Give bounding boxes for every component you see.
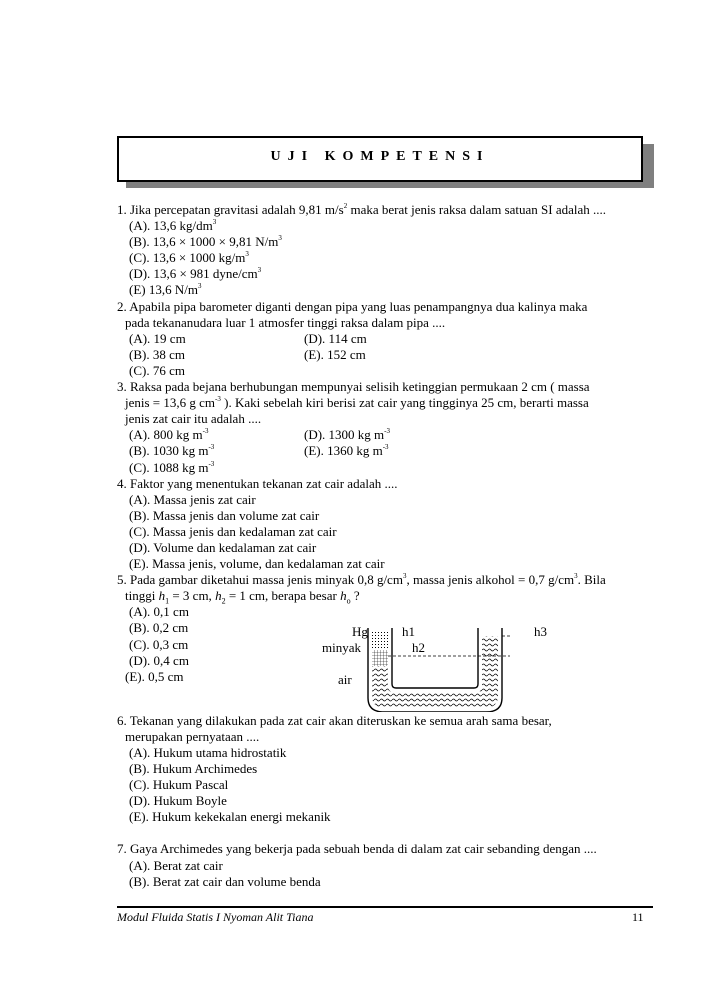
- label-air: air: [338, 672, 352, 687]
- u-tube-figure: [362, 622, 522, 712]
- q3-option-row1: [117, 427, 657, 443]
- q2-option-a: (A). 19 cm: [129, 330, 186, 346]
- q5-stem-line1: 5. Pada gambar diketahui massa jenis minyak 0,8 $g/cm^3$, massa jenis alkohol = 0,7 $g/cm^3$. Bila: [117, 572, 606, 588]
- q1-stem: 1. Jika percepatan gravitasi adalah 9,81 $m/s^2$ maka berat jenis raksa dalam satuan SI adalah ....: [117, 202, 607, 217]
- q3-option-a: (A). 800 kg $m^{-3}$: [129, 427, 209, 443]
- q3-stem-line2: jenis = 13,6 g $cm^{-3}$ ). Kaki sebelah kiri berisi zat cair yang tingginya 25 cm, berarti massa: [125, 395, 589, 411]
- mercury-column: [372, 630, 388, 650]
- q7-stem: 7. Gaya Archimedes yang bekerja pada sebuah benda di dalam zat cair sebanding dengan ....: [117, 841, 597, 857]
- q2-option-c: (C). 76 cm: [129, 362, 185, 378]
- q4-option-b: (B). Massa jenis dan volume zat cair: [129, 507, 320, 523]
- q6-option-e: (E). Hukum kekekalan energi mekanik: [129, 809, 331, 825]
- q5-option-c: (C). 0,3 cm: [129, 636, 189, 652]
- label-hg: Hg: [352, 624, 368, 639]
- q2-option-d: (D). 114 cm: [304, 330, 367, 346]
- q3-stem-line3: jenis zat cair itu adalah ....: [125, 411, 262, 427]
- q6-option-d: (D). Hukum Boyle: [129, 793, 227, 809]
- q2-option-row1: [117, 331, 657, 347]
- page-title: UJI KOMPETENSI: [270, 149, 490, 164]
- q2-option-e: (E). 152 cm: [304, 346, 366, 362]
- title-box: [117, 136, 643, 182]
- q3-option-d: (D). 1300 kg $m^{-3}$: [304, 427, 391, 443]
- q3-option-e: (E). 1360 kg $m^{-3}$: [304, 443, 389, 459]
- q5-stem-line2: tinggi $h_1 = 3$ cm, $h_2 = 1$ cm, berapa besar $h_o$ ?: [125, 588, 360, 606]
- q2-stem-line2: pada tekananudara luar 1 atmosfer tinggi raksa dalam pipa ....: [125, 314, 446, 330]
- q4-option-d: (D). Volume dan kedalaman zat cair: [129, 539, 317, 555]
- q5-option-d: (D). 0,4 cm: [129, 652, 189, 668]
- q3-option-b: (B). 1030 kg $m^{-3}$: [129, 443, 215, 459]
- q6-option-c: (C). Hukum Pascal: [129, 777, 229, 793]
- q4-option-c: (C). Massa jenis dan kedalaman zat cair: [129, 523, 337, 539]
- oil-column: [372, 650, 388, 666]
- q1-option-c: (C). 13,6 × 1000 $kg/m^3$: [129, 250, 249, 266]
- q4-stem: 4. Faktor yang menentukan tekanan zat cair adalah ....: [117, 475, 398, 491]
- q7-option-b: (B). Berat zat cair dan volume benda: [129, 873, 321, 889]
- u-tube-diagram: [362, 622, 522, 712]
- label-h1: h1: [402, 624, 415, 639]
- q5-option-b: (B). 0,2 cm: [129, 620, 189, 636]
- q6-option-a: (A). Hukum utama hidrostatik: [129, 745, 287, 760]
- page-number: 11: [632, 910, 644, 924]
- q2-option-b: (B). 38 cm: [129, 346, 185, 362]
- q3-option-row2: [117, 443, 657, 459]
- q6-stem-line1: 6. Tekanan yang dilakukan pada zat cair akan diteruskan ke semua arah sama besar,: [117, 712, 552, 728]
- q1-option-b: (B). 13,6 × 1000 × 9,81 $N/m^3$: [129, 234, 282, 250]
- label-h3: h3: [534, 624, 547, 639]
- q7-option-a: (A). Berat zat cair: [129, 857, 223, 873]
- q3-stem-line1: 3. Raksa pada bejana berhubungan mempunyai selisih ketinggian permukaan 2 cm ( massa: [117, 379, 590, 395]
- q1-option-e: (E) 13,6 $N/m^3$: [129, 282, 202, 298]
- label-minyak: minyak: [322, 640, 361, 655]
- q1-option-d: (D). 13,6 × 981 dyne/$cm^3$: [129, 266, 262, 282]
- q5-option-a: (A). 0,1 cm: [129, 604, 189, 620]
- q6-option-b: (B). Hukum Archimedes: [129, 761, 258, 777]
- q1-option-a: (A). 13,6 $kg/dm^3$: [129, 218, 217, 234]
- footer-divider: [117, 906, 653, 908]
- question-list: [117, 202, 657, 890]
- q3-option-c: (C). 1088 kg $m^{-3}$: [129, 459, 215, 475]
- label-h2: h2: [412, 640, 425, 655]
- q2-stem-line1: 2. Apabila pipa barometer diganti dengan pipa yang luas penampangnya dua kalinya maka: [117, 298, 588, 314]
- q4-option-a: (A). Massa jenis zat cair: [129, 491, 256, 507]
- q5-option-e: (E). 0,5 cm: [125, 668, 184, 684]
- water-fill: [372, 636, 498, 708]
- q4-option-e: (E). Massa jenis, volume, dan kedalaman zat cair: [129, 556, 385, 572]
- q6-stem-line2: merupakan pernyataan ....: [125, 728, 260, 744]
- q2-option-row2: [117, 347, 657, 363]
- footer-module-title: Modul Fluida Statis I Nyoman Alit Tiana: [117, 910, 314, 924]
